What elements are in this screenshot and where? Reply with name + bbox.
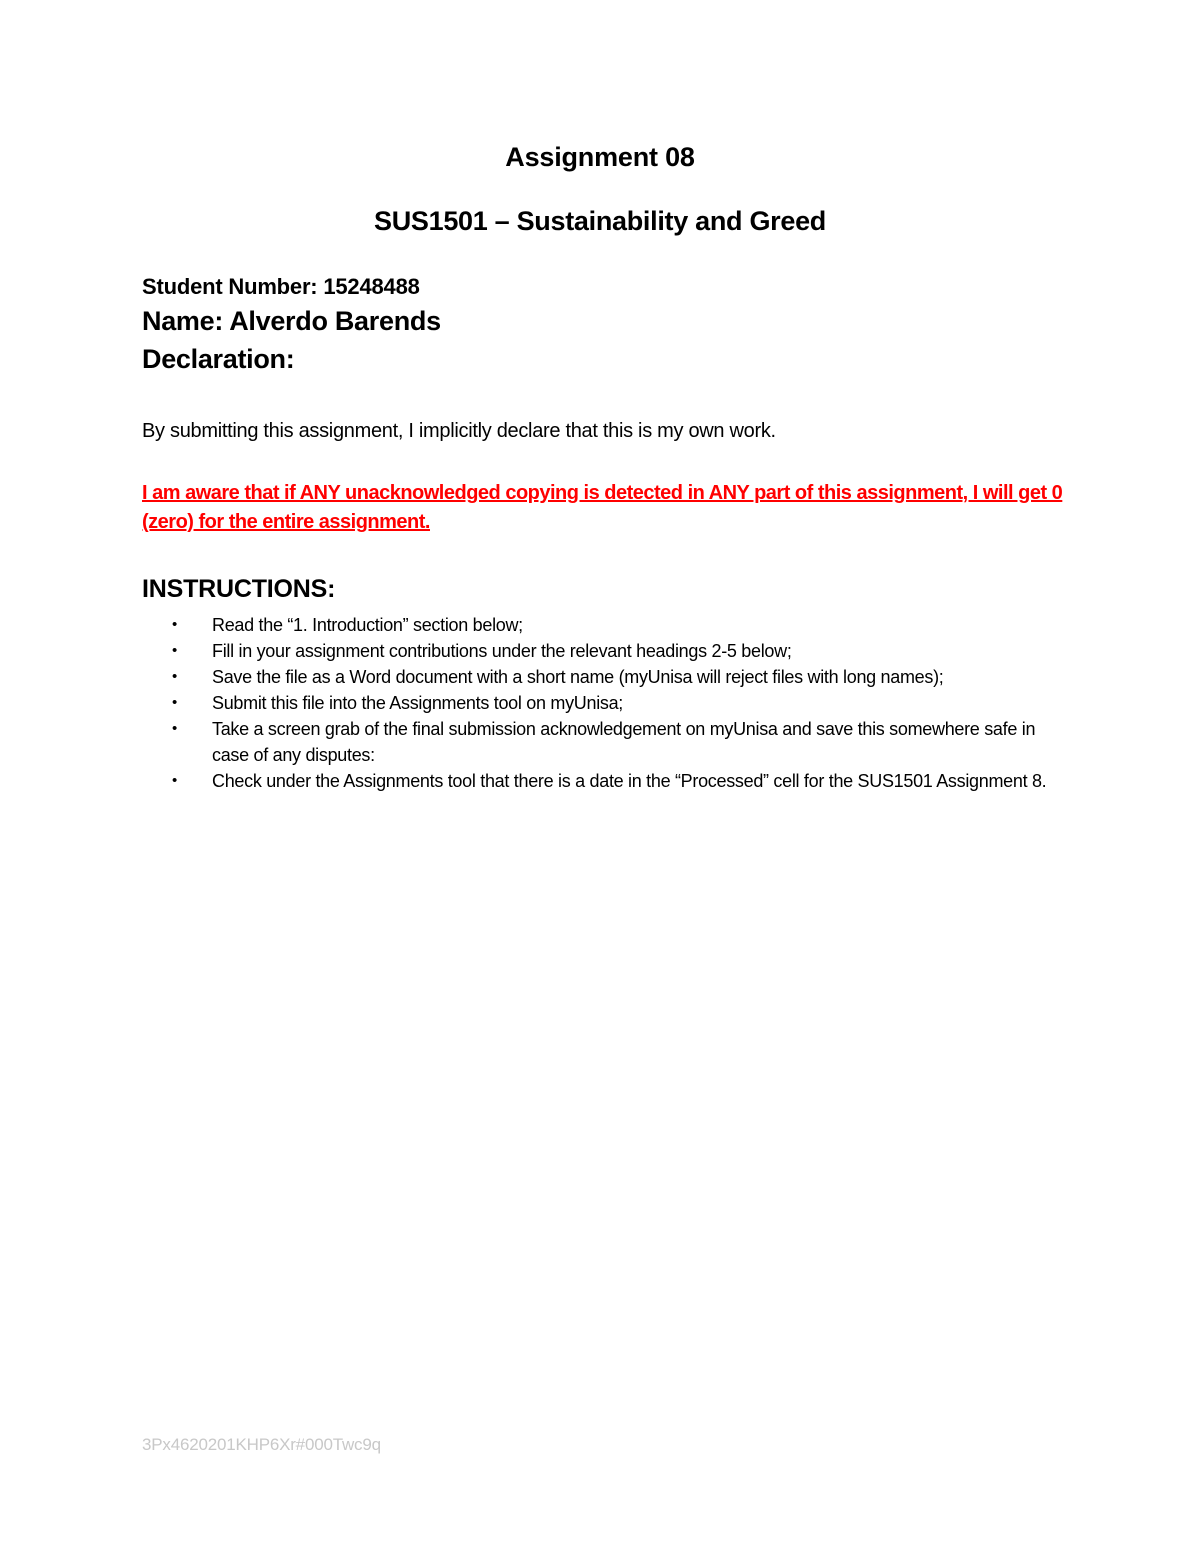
course-title: SUS1501 – Sustainability and Greed [374,206,826,236]
instruction-text: Submit this file into the Assignments tool on myUnisa; [212,693,624,713]
declaration-heading: Declaration: [142,344,295,374]
declaration-text: By submitting this assignment, I implicitly declare that this is my own work. [142,420,776,442]
bullet-icon: • [172,668,177,685]
list-item [142,664,1072,690]
list-item [142,716,1072,768]
instruction-text: Take a screen grab of the final submission acknowledgement on myUnisa and save this somewhere safe in case of any disputes: [212,719,1036,765]
list-item [142,690,1072,716]
bullet-icon: • [172,694,177,711]
student-number: Student Number: 15248488 [142,274,420,299]
instruction-text: Read the “1. Introduction” section below; [212,615,523,635]
assignment-title: Assignment 08 [505,142,695,172]
bullet-icon: • [172,616,177,633]
instruction-text: Fill in your assignment contributions under the relevant headings 2-5 below; [212,641,792,661]
bullet-icon: • [172,642,177,659]
list-item [142,612,1072,638]
instructions-heading: INSTRUCTIONS: [142,575,336,603]
plagiarism-warning: I am aware that if ANY unacknowledged copying is detected in ANY part of this assignment, I will get 0 (zero) for the entire assignment. [142,482,1063,533]
bullet-icon: • [172,720,177,737]
list-item [142,638,1072,664]
list-item [142,768,1072,794]
student-name: Name: Alverdo Barends [142,306,441,336]
instruction-text: Check under the Assignments tool that there is a date in the “Processed” cell for the SUS1501 Assignment 8. [212,771,1047,791]
bullet-icon: • [172,772,177,789]
document-watermark: 3Px4620201KHP6Xr#000Twc9q [142,1435,381,1454]
instructions-list [142,612,1072,794]
instruction-text: Save the file as a Word document with a short name (myUnisa will reject files with long names); [212,667,944,687]
